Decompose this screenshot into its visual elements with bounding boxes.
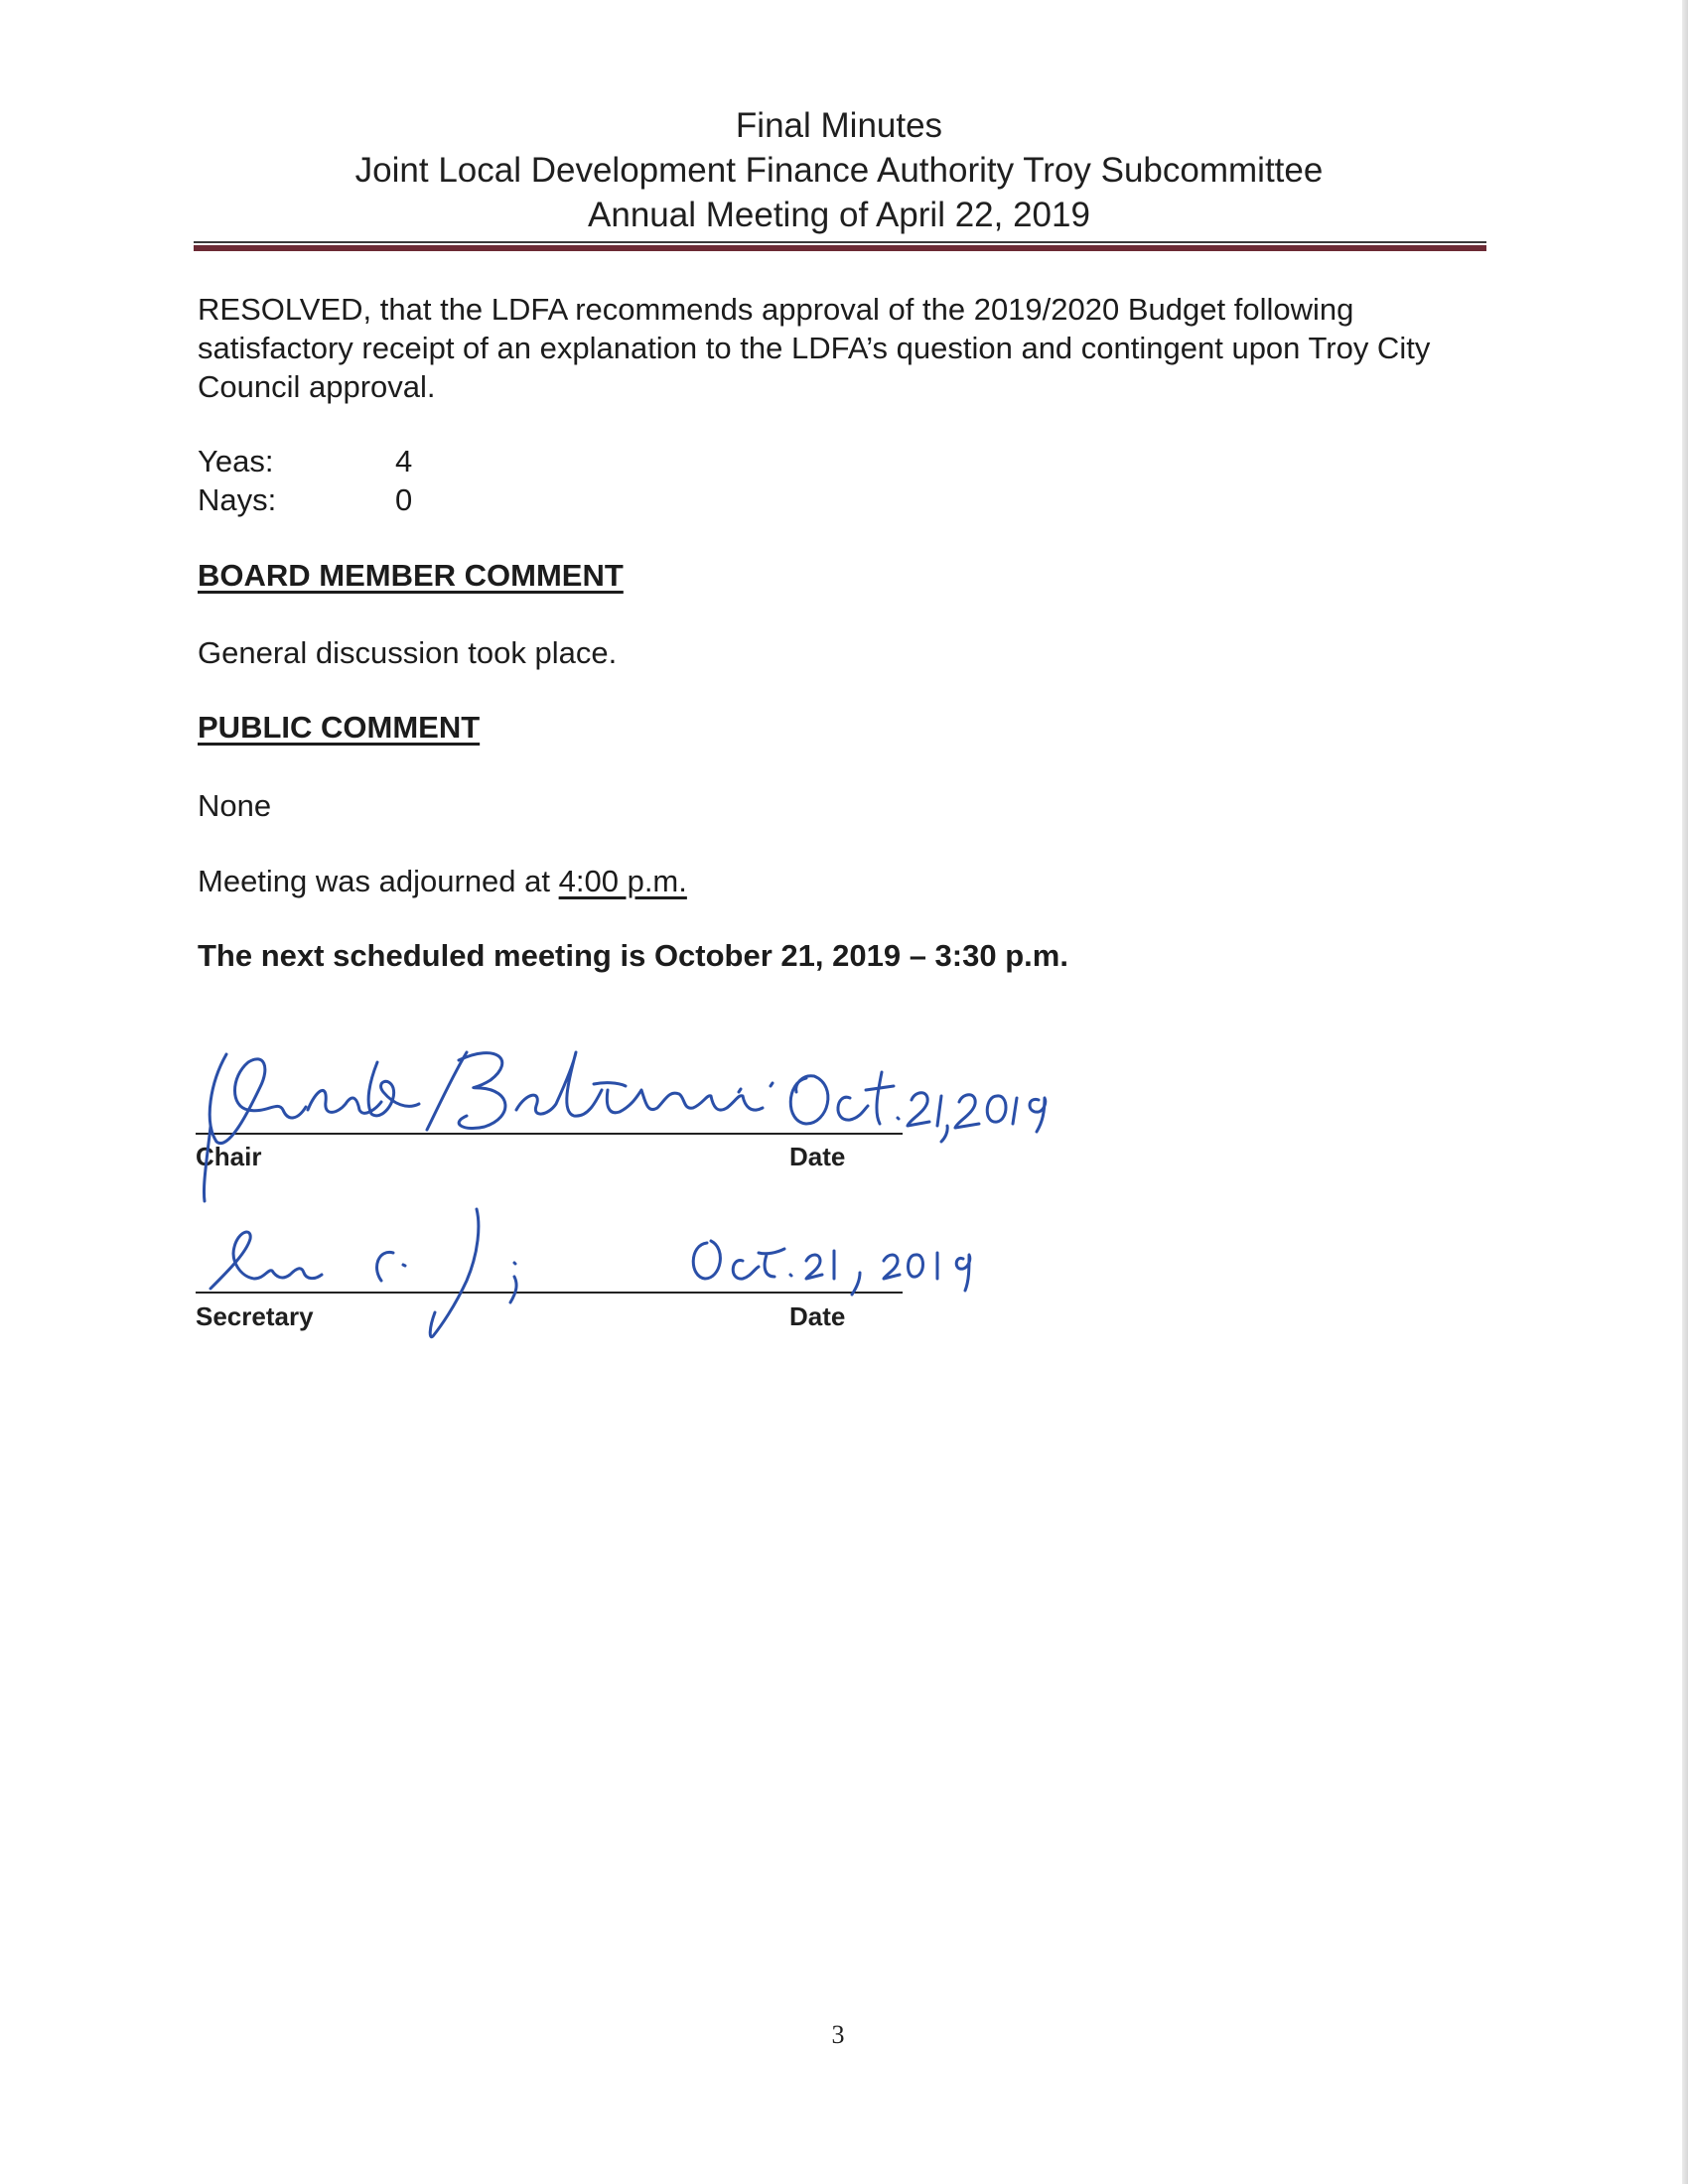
nays-value: 0 [395,482,413,517]
header-divider [194,241,1486,253]
adjournment-text [198,862,687,900]
secretary-label: Secretary [196,1301,314,1331]
chair-signature-line [196,1133,903,1135]
resolution-paragraph: RESOLVED, that the LDFA recommends approval of the 2019/2020 Budget following satisfactory receipt of an explanation to the LDFA’s question and contingent upon Troy City Council approval. [198,292,1431,404]
vote-nays [198,480,412,519]
next-meeting-notice: The next scheduled meeting is October 21, 2019 – 3:30 p.m. [198,938,1068,973]
nays-label: Nays: [198,482,277,517]
chair-date-label: Date [789,1142,846,1171]
adjournment-time: 4:00 p.m. [558,864,687,898]
header-title: Final Minutes [735,106,943,145]
board-member-comment-heading: BOARD MEMBER COMMENT [198,558,624,593]
header-organization: Joint Local Development Finance Authority Troy Subcommittee [354,151,1324,190]
adjournment-prefix: Meeting was adjourned at [198,864,559,898]
yeas-value: 4 [395,444,413,478]
scan-edge [1682,0,1688,2184]
chair-signature-image [204,1052,1045,1201]
page-number: 3 [831,2020,845,2049]
document-header [194,103,1484,237]
public-comment-heading: PUBLIC COMMENT [198,710,481,745]
signature-ink [204,1052,1045,1337]
chair-label: Chair [196,1142,262,1171]
vote-yeas [198,442,412,480]
public-comment-text: None [198,788,272,823]
secretary-signature-image [211,1209,970,1337]
board-member-comment-text: General discussion took place. [198,635,618,670]
secretary-date-label: Date [789,1301,846,1331]
header-meeting: Annual Meeting of April 22, 2019 [588,196,1090,234]
secretary-signature-line [196,1292,903,1294]
yeas-label: Yeas: [198,444,274,478]
